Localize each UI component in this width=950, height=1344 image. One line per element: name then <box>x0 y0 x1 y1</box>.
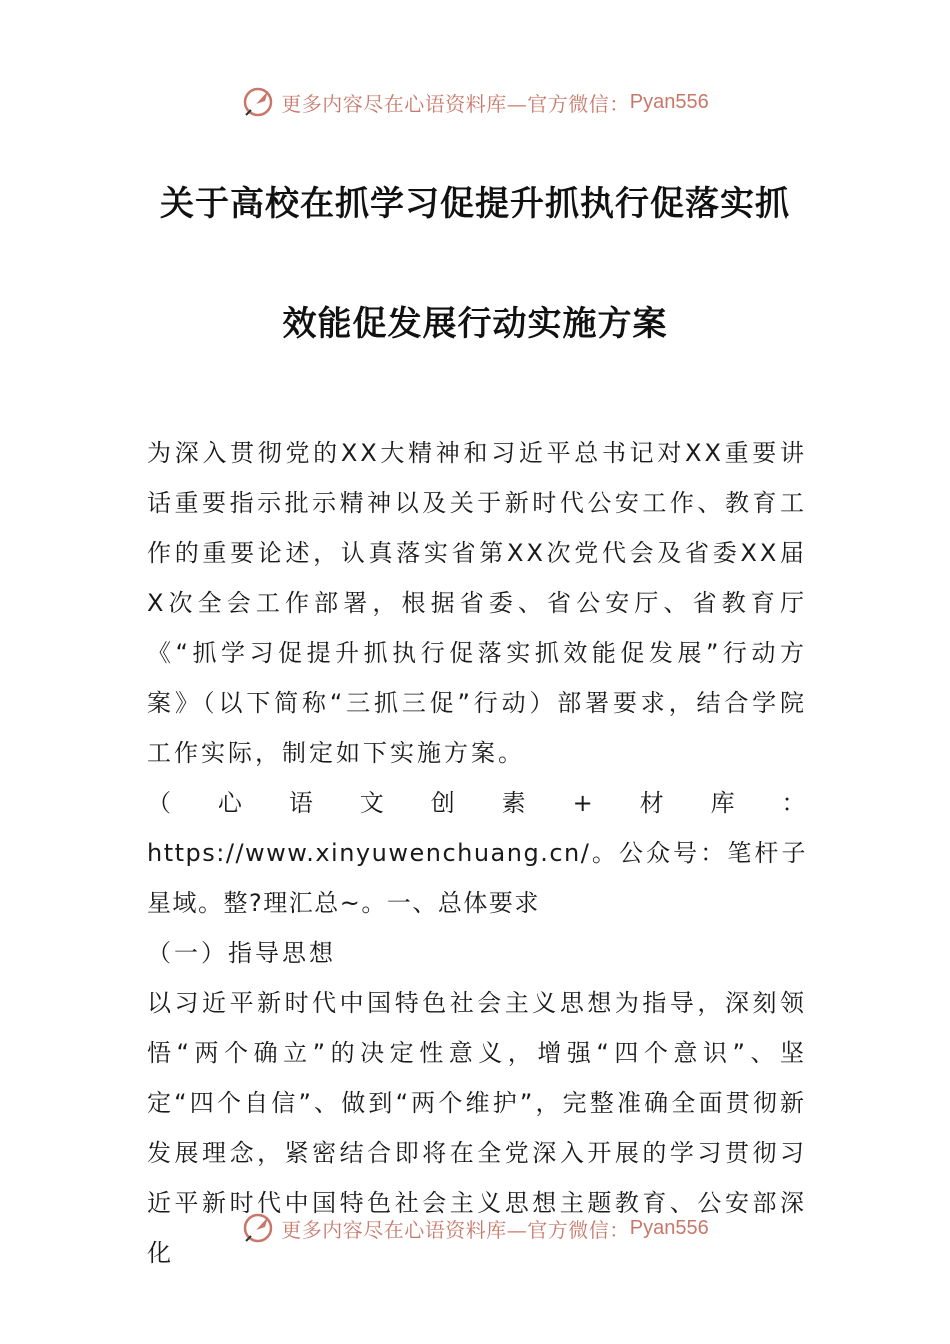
source-note-paragraph: （心语文创素+材库：https://www.xinyuwenchuang.cn/。公众号：笔杆子星域。整?理汇总~。一、总体要求 <box>147 789 807 917</box>
watermark-wechat-id: Pyan556 <box>629 1216 709 1239</box>
watermark-wechat-id: Pyan556 <box>629 90 709 113</box>
intro-paragraph: 为深入贯彻党的XX大精神和习近平总书记对XX重要讲话重要指示批示精神以及关于新时代公安工作、教育工作的重要论述，认真落实省第XX次党代会及省委XX届X次全会工作部署，根据省委、省公安厅、省教育厅《“抓学习促提升抓执行促落实抓效能促发展”行动方案》（以下简称“三抓三促”行动）部署要求，结合学院工作实际，制定如下实施方案。 <box>147 439 807 767</box>
document-title-line-2: 效能促发展行动实施方案 <box>282 304 668 344</box>
footer-watermark-banner <box>0 1208 950 1248</box>
document-title-line-1: 关于高校在抓学习促提升抓执行促落实抓 <box>160 184 790 224</box>
watermark-text: 更多内容尽在心语资料库—官方微信： <box>281 91 630 116</box>
quill-logo-icon <box>241 85 275 119</box>
document-body <box>147 428 807 1278</box>
section-heading-guiding-ideology: （一）指导思想 <box>147 939 336 967</box>
quill-logo-icon <box>241 1211 275 1245</box>
header-watermark-banner <box>0 82 950 122</box>
guiding-ideology-paragraph: 以习近平新时代中国特色社会主义思想为指导，深刻领悟“两个确立”的决定性意义，增强“四个意识”、坚定“四个自信”、做到“两个维护”，完整准确全面贯彻新发展理念，紧密结合即将在全党深入开展的学习贯彻习近平新时代中国特色社会主义思想主题教育、公安部深化 <box>147 989 807 1267</box>
watermark-text: 更多内容尽在心语资料库—官方微信： <box>281 1217 630 1242</box>
